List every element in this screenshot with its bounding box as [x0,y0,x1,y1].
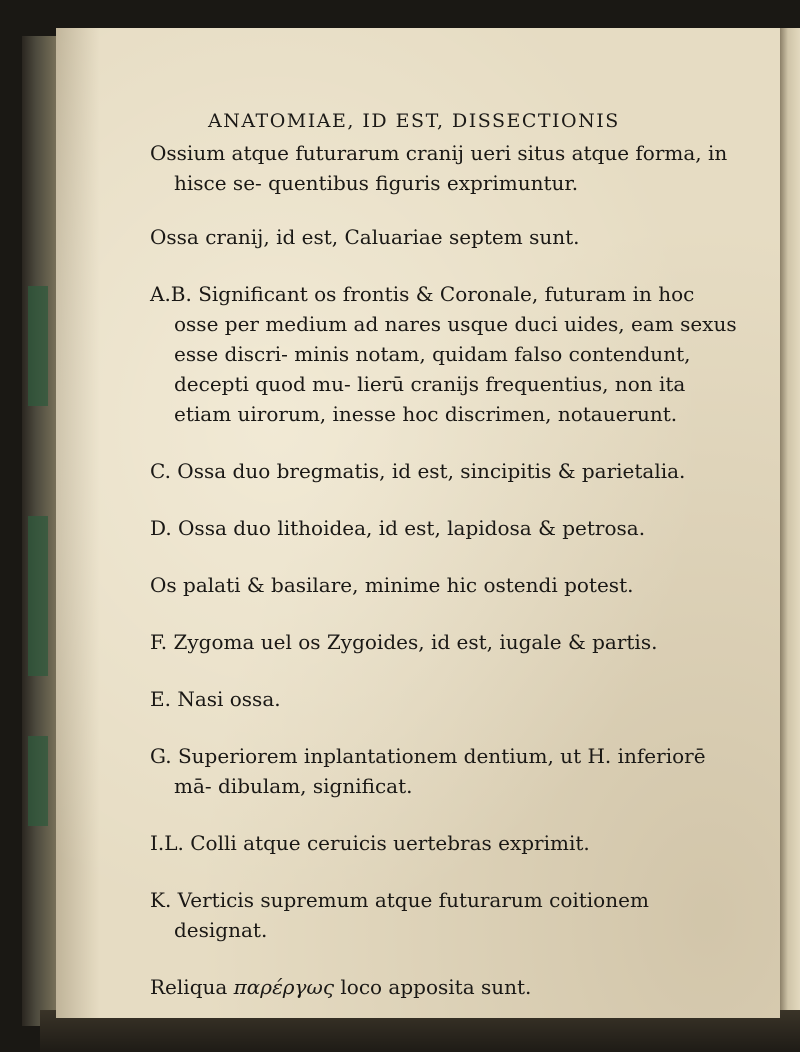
left-edge-stain [28,516,48,676]
paragraph: I.L. Colli atque ceruicis uertebras exprimit. [150,831,590,855]
greek-word: παρέργως [233,975,335,999]
paragraph: K. Verticis supremum atque futurarum coitionem designat. [150,888,649,942]
running-header: ANATOMIAE, ID EST, DISSECTIONIS [208,110,620,132]
paragraph: Ossa cranij, id est, Caluariae septem sunt. [150,225,580,249]
left-edge-stain [28,286,48,406]
paragraph: F. Zygoma uel os Zygoides, id est, iugale & partis. [150,630,658,654]
closing-text-after: loco apposita sunt. [334,975,532,999]
paragraph: A.B. Significant os frontis & Coronale, futuram in hoc osse per medium ad nares usque duci uides, eam sexus esse discri- minis notam, quidam falso contendunt, decepti quod mu- lierū cranijs frequentius, non ita etiam uirorum, inesse hoc discrimen, notauerunt. [150,282,737,426]
closing-text-before: Reliqua [150,975,234,999]
page-text [150,138,740,1029]
closing-paragraph [150,972,740,1002]
paragraph: G. Superiorem inplantationem dentium, ut H. inferiorē mā- dibulam, significat. [150,744,706,798]
paragraph: D. Ossa duo lithoidea, id est, lapidosa & petrosa. [150,516,646,540]
left-edge-stain [28,736,48,826]
paragraph: E. Nasi ossa. [150,687,281,711]
paragraph: Os palati & basilare, minime hic ostendi potest. [150,573,634,597]
paragraph: Ossium atque futurarum cranij ueri situs atque forma, in hisce se- quentibus figuris exprimuntur. [150,141,728,195]
book-right-edge [780,28,800,1028]
paragraph: C. Ossa duo bregmatis, id est, sincipitis & parietalia. [150,459,686,483]
